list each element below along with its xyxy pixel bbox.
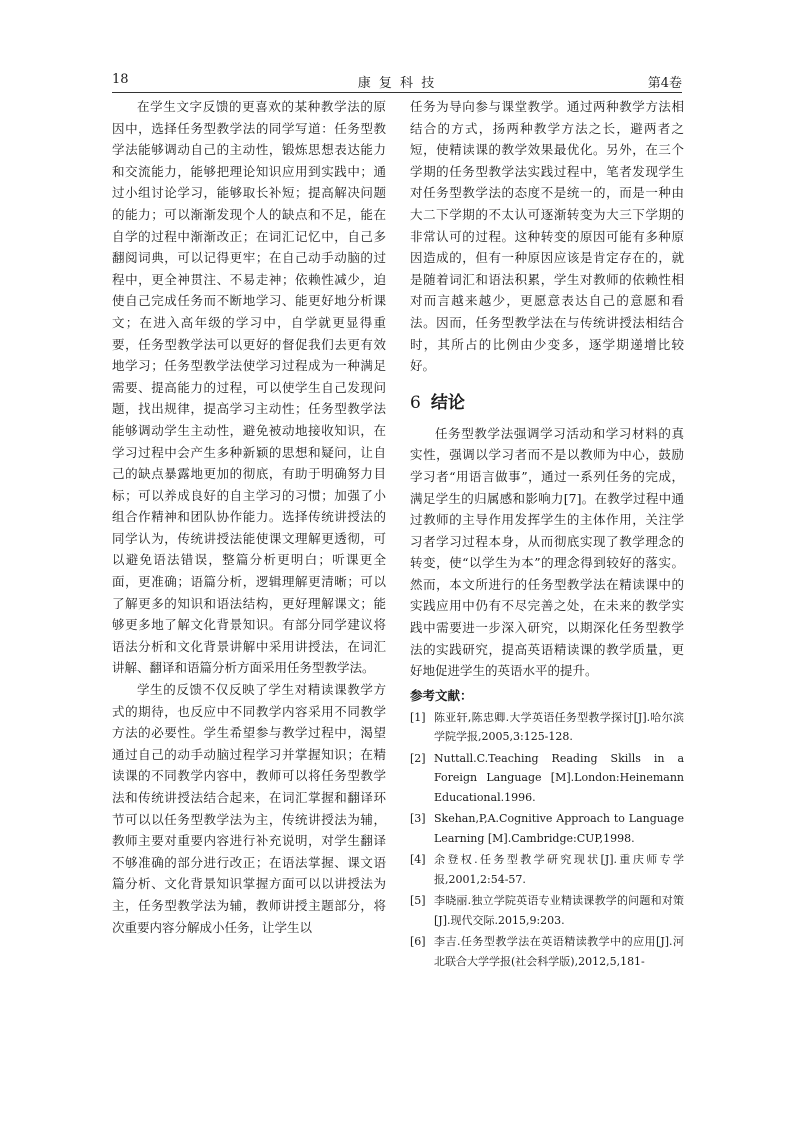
right-column <box>410 96 684 973</box>
body-paragraph: 在学生文字反馈的更喜欢的某种教学法的原因中，选择任务型教学法的同学写道：任务型教学法能够调动自己的主动性，锻炼思想表达能力和交流能力，能够把理论知识应用到实践中；通过小组讨论学习，能够取长补短；提高解决问题的能力；可以渐渐发现个人的缺点和不足，能在自学的过程中渐渐改正；在词汇记忆中，自己多翻阅词典，可以记得更牢；在自己动手动脑的过程中，更全神贯注、不易走神；依赖性减少，迫使自己完成任务而不断地学习、能更好地分析课文；在进入高年级的学习中，自学就更显得重要，任务型教学法可以更好的督促我们去更有效地学习；任务型教学法使学习过程成为一种满足需要、提高能力的过程，可以使学生自己发现问题，找出规律，提高学习主动性；任务型教学法能够调动学生主动性，避免被动地接收知识，在学习过程中会产生多种新颖的思想和疑问，让自己的缺点暴露地更加的彻底，有助于明确努力目标；可以养成良好的自主学习的习惯；加强了小组合作精神和团队协作能力。选择传统讲授法的同学认为，传统讲授法能使课文理解更透彻，可以避免语法错误，整篇分析更明白；听课更全面，更准确；语篇分析，逻辑理解更清晰；可以了解更多的知识和语法结构，更好理解课文；能够更多地了解文化背景知识。有部分同学建议将语法分析和文化背景讲解中采用讲授法，在词汇讲解、翻译和语篇分析方面采用任务型教学法。 <box>112 99 386 676</box>
reference-number: [1] <box>410 710 426 724</box>
continued-paragraph: 任务为导向参与课堂教学。通过两种教学方法相结合的方式，扬两种教学方法之长，避两者之短，使精读课的教学效果最优化。另外，在三个学期的任务型教学法实践过程中，笔者发现学生对任务型教学法的态度不是统一的，而是一种由大二下学期的不太认可逐渐转变为大三下学期的非常认可的过程。这种转变的原因可能有多种原因造成的，但有一种原因应该是肯定存在的，就是随着词汇和语法积累，学生对教师的依赖性相对而言越来越少，更愿意表达自己的意愿和看法。因而，任务型教学法在与传统讲授法相结合时，其所占的比例由少变多，逐学期递增比较好。 <box>410 99 684 374</box>
running-header <box>112 72 682 92</box>
reference-item <box>410 749 684 808</box>
reference-item <box>410 932 684 971</box>
section-number: 6 <box>410 392 421 413</box>
reference-text: 陈亚轩,陈忠卿.大学英语任务型教学探讨[J].哈尔滨学院学报,2005,3:125-128. <box>434 710 684 744</box>
section-title: 结论 <box>430 392 465 413</box>
reference-text: Skehan,P,A.Cognitive Approach to Language Learning [M].Cambridge:CUP,1998. <box>434 812 684 845</box>
journal-title: 康 复 科 技 <box>357 76 437 91</box>
header-rule <box>112 92 682 93</box>
volume-label: 第4卷 <box>647 76 682 91</box>
reference-item <box>410 809 684 848</box>
reference-text: 余登权.任务型教学研究现状[J].重庆师专学报,2001,2:54-57. <box>434 853 684 886</box>
body-paragraph: 学生的反馈不仅反映了学生对精读课教学方式的期待，也反应中不同教学内容采用不同教学方法的必要性。学生希望参与教学过程中，渴望通过自己的动手动脑过程学习并掌握知识；在精读课的不同教学内容中，教师可以将任务型教学法和传统讲授法结合起来，在词汇掌握和翻译环节可以以任务型教学法为主，传统讲授法为辅，教师主要对重要内容进行补充说明，对学生翻译不够准确的部分进行改正；在语法掌握、课文语篇分析、文化背景知识掌握方面可以以讲授法为主，任务型教学法为辅，教师讲授主题部分，将次重要内容分解成小任务，让学生以 <box>112 682 386 935</box>
reference-list <box>410 708 684 972</box>
conclusion-paragraph: 任务型教学法强调学习活动和学习材料的真实性，强调以学习者而不是以教师为中心，鼓励学习者“用语言做事”，通过一系列任务的完成，满足学生的归属感和影响力[7]。在教学过程中通过教师的主导作用发挥学生的主体作用，关注学习者学习过程本身，从而彻底实现了教学理念的转变，使“以学生为本”的理念得到较好的落实。然而，本文所进行的任务型教学法在精读课中的实践应用中仍有不尽完善之处，在未来的教学实践中需要进一步深入研究，以期深化任务型教学法的实践研究，提高英语精读课的教学质量，更好地促进学生的英语水平的提升。 <box>410 425 684 679</box>
reference-number: [4] <box>410 853 426 867</box>
reference-text: 李晓丽.独立学院英语专业精读课教学的问题和对策[J].现代交际.2015,9:203. <box>434 894 684 927</box>
references-heading: 参考文献： <box>410 687 473 703</box>
page-number: 18 <box>112 72 129 87</box>
reference-number: [5] <box>410 894 426 908</box>
reference-number: [3] <box>410 812 426 826</box>
reference-item <box>410 850 684 889</box>
section-heading <box>410 391 684 415</box>
reference-item <box>410 891 684 930</box>
reference-number: [6] <box>410 935 426 949</box>
reference-number: [2] <box>410 751 426 765</box>
left-column <box>112 96 386 938</box>
reference-item <box>410 708 684 747</box>
reference-text: Nuttall.C.Teaching Reading Skills in a Foreign Language [M].London:Heinemann Educational.1996. <box>434 751 684 804</box>
reference-text: 李吉.任务型教学法在英语精读教学中的应用[J].河北联合大学学报(社会科学版),2012,5,181- <box>434 935 684 968</box>
